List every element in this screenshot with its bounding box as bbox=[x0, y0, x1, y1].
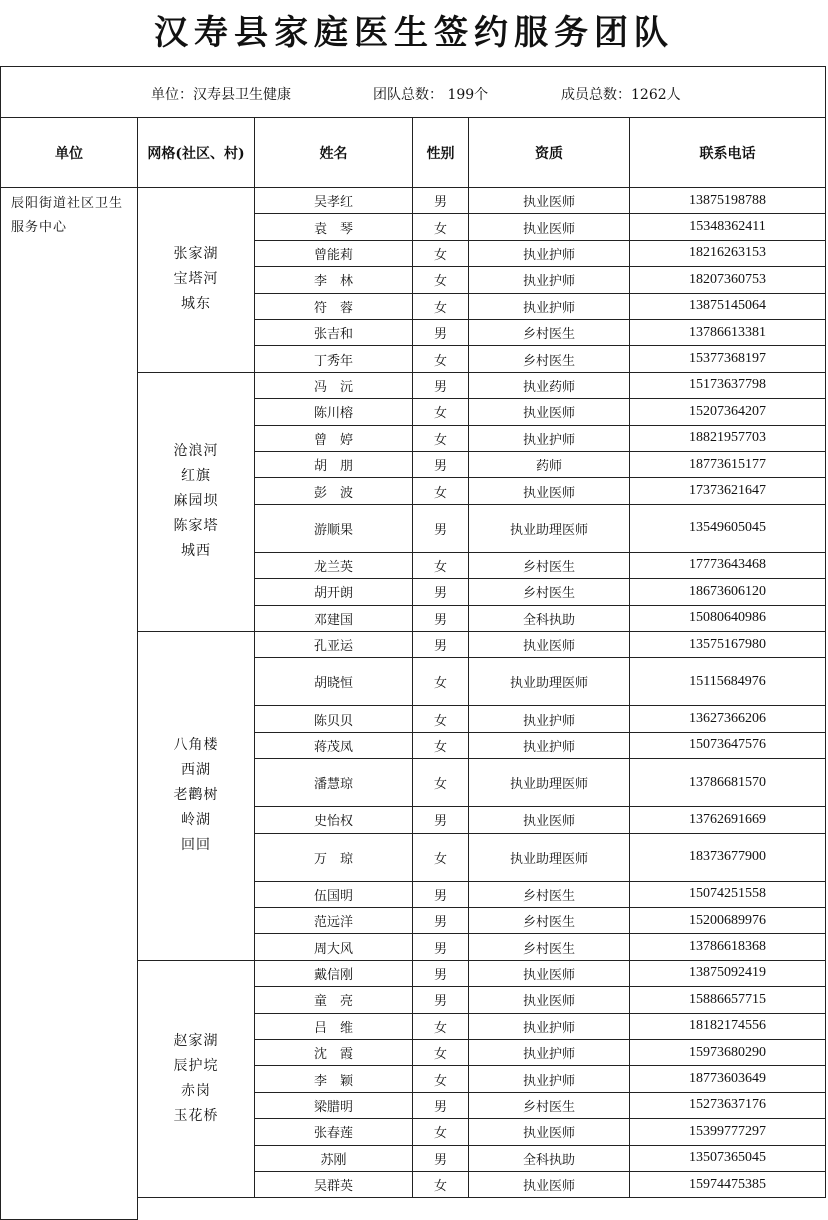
member-qualification: 执业护师 bbox=[469, 733, 630, 759]
member-name: 沈 霞 bbox=[255, 1040, 413, 1066]
info-team-count: 团队总数： 199个 bbox=[373, 87, 489, 103]
grid-area-name: 回回 bbox=[181, 837, 211, 854]
member-gender: 女 bbox=[413, 834, 469, 882]
member-qualification: 执业医师 bbox=[469, 399, 630, 425]
member-qualification: 执业护师 bbox=[469, 267, 630, 293]
member-name: 伍国明 bbox=[255, 882, 413, 908]
header-unit: 单位 bbox=[0, 118, 138, 188]
grid-area-name: 玉花桥 bbox=[173, 1108, 219, 1125]
member-gender: 女 bbox=[413, 733, 469, 759]
grid-area-name: 红旗 bbox=[181, 468, 211, 485]
member-qualification: 执业助理医师 bbox=[469, 505, 630, 553]
grid-area-cell bbox=[138, 961, 255, 1199]
page-title: 汉寿县家庭医生签约服务团队 bbox=[154, 13, 674, 53]
member-name: 吴孝红 bbox=[255, 188, 413, 214]
member-gender: 男 bbox=[413, 606, 469, 632]
member-qualification: 执业医师 bbox=[469, 632, 630, 658]
member-name: 符 蓉 bbox=[255, 294, 413, 320]
member-qualification: 执业助理医师 bbox=[469, 658, 630, 706]
member-gender: 男 bbox=[413, 188, 469, 214]
member-name: 孔亚运 bbox=[255, 632, 413, 658]
member-qualification: 执业护师 bbox=[469, 1014, 630, 1040]
table-grid bbox=[0, 66, 828, 1216]
member-name: 袁 琴 bbox=[255, 214, 413, 240]
member-name: 范远洋 bbox=[255, 908, 413, 934]
member-phone: 15973680290 bbox=[630, 1040, 826, 1066]
member-name: 蒋茂凤 bbox=[255, 733, 413, 759]
member-qualification: 执业医师 bbox=[469, 478, 630, 504]
member-name: 丁秀年 bbox=[255, 346, 413, 372]
member-phone: 15080640986 bbox=[630, 606, 826, 632]
member-phone: 15207364207 bbox=[630, 399, 826, 425]
member-gender: 男 bbox=[413, 452, 469, 478]
member-qualification: 乡村医生 bbox=[469, 320, 630, 346]
member-gender: 男 bbox=[413, 934, 469, 960]
member-phone: 15399777297 bbox=[630, 1119, 826, 1145]
grid-area-name: 岭湖 bbox=[181, 812, 211, 829]
member-name: 张春莲 bbox=[255, 1119, 413, 1145]
member-name: 胡晓恒 bbox=[255, 658, 413, 706]
member-phone: 13875092419 bbox=[630, 961, 826, 987]
member-phone: 18207360753 bbox=[630, 267, 826, 293]
member-qualification: 执业护师 bbox=[469, 706, 630, 732]
member-qualification: 执业护师 bbox=[469, 1066, 630, 1092]
header-gender: 性别 bbox=[413, 118, 469, 188]
member-phone: 15886657715 bbox=[630, 987, 826, 1013]
grid-area-cell bbox=[138, 632, 255, 961]
member-qualification: 乡村医生 bbox=[469, 934, 630, 960]
member-gender: 女 bbox=[413, 1014, 469, 1040]
member-gender: 女 bbox=[413, 1040, 469, 1066]
member-phone: 18673606120 bbox=[630, 579, 826, 605]
header-qualification: 资质 bbox=[469, 118, 630, 188]
info-member-count: 成员总数：1262人 bbox=[561, 87, 681, 103]
member-qualification: 乡村医生 bbox=[469, 882, 630, 908]
member-phone: 18182174556 bbox=[630, 1014, 826, 1040]
member-phone: 13762691669 bbox=[630, 807, 826, 833]
member-phone: 15074251558 bbox=[630, 882, 826, 908]
header-grid: 网格(社区、村) bbox=[138, 118, 255, 188]
member-name: 潘慧琼 bbox=[255, 759, 413, 807]
member-name: 陈川榕 bbox=[255, 399, 413, 425]
member-phone: 18373677900 bbox=[630, 834, 826, 882]
member-phone: 17373621647 bbox=[630, 478, 826, 504]
member-qualification: 执业助理医师 bbox=[469, 834, 630, 882]
member-name: 冯 沅 bbox=[255, 373, 413, 399]
member-name: 苏刚 bbox=[255, 1146, 413, 1172]
grid-area-name: 宝塔河 bbox=[173, 271, 219, 288]
grid-area-name: 赤岗 bbox=[181, 1083, 211, 1100]
member-qualification: 乡村医生 bbox=[469, 908, 630, 934]
member-qualification: 执业护师 bbox=[469, 241, 630, 267]
member-gender: 男 bbox=[413, 373, 469, 399]
member-name: 胡开朗 bbox=[255, 579, 413, 605]
member-phone: 18773603649 bbox=[630, 1066, 826, 1092]
member-gender: 男 bbox=[413, 807, 469, 833]
member-name: 李 颖 bbox=[255, 1066, 413, 1092]
member-phone: 15173637798 bbox=[630, 373, 826, 399]
member-phone: 17773643468 bbox=[630, 553, 826, 579]
member-name: 史怡权 bbox=[255, 807, 413, 833]
member-phone: 13875198788 bbox=[630, 188, 826, 214]
member-gender: 男 bbox=[413, 882, 469, 908]
member-phone: 15273637176 bbox=[630, 1093, 826, 1119]
member-name: 曾能莉 bbox=[255, 241, 413, 267]
member-gender: 女 bbox=[413, 241, 469, 267]
member-qualification: 执业医师 bbox=[469, 961, 630, 987]
member-qualification: 全科执助 bbox=[469, 1146, 630, 1172]
header-name: 姓名 bbox=[255, 118, 413, 188]
member-qualification: 执业护师 bbox=[469, 294, 630, 320]
member-phone: 18773615177 bbox=[630, 452, 826, 478]
member-gender: 女 bbox=[413, 759, 469, 807]
member-name: 曾 婷 bbox=[255, 426, 413, 452]
member-phone: 13575167980 bbox=[630, 632, 826, 658]
grid-area-name: 老鹳树 bbox=[173, 787, 219, 804]
member-name: 邓建国 bbox=[255, 606, 413, 632]
grid-area-name: 赵家湖 bbox=[173, 1033, 219, 1050]
member-gender: 女 bbox=[413, 706, 469, 732]
member-gender: 女 bbox=[413, 553, 469, 579]
member-phone: 13507365045 bbox=[630, 1146, 826, 1172]
member-qualification: 执业医师 bbox=[469, 188, 630, 214]
team-table bbox=[0, 66, 828, 1216]
member-gender: 女 bbox=[413, 399, 469, 425]
member-name: 陈贝贝 bbox=[255, 706, 413, 732]
member-qualification: 乡村医生 bbox=[469, 553, 630, 579]
member-gender: 男 bbox=[413, 320, 469, 346]
member-phone: 15974475385 bbox=[630, 1172, 826, 1198]
grid-area-name: 西湖 bbox=[181, 762, 211, 779]
member-gender: 男 bbox=[413, 1146, 469, 1172]
member-gender: 女 bbox=[413, 1119, 469, 1145]
member-qualification: 执业护师 bbox=[469, 1040, 630, 1066]
member-qualification: 乡村医生 bbox=[469, 346, 630, 372]
member-gender: 女 bbox=[413, 478, 469, 504]
grid-area-name: 麻园坝 bbox=[173, 493, 219, 510]
member-gender: 女 bbox=[413, 294, 469, 320]
member-phone: 13627366206 bbox=[630, 706, 826, 732]
member-phone: 13875145064 bbox=[630, 294, 826, 320]
member-gender: 女 bbox=[413, 426, 469, 452]
member-phone: 13786681570 bbox=[630, 759, 826, 807]
member-qualification: 执业药师 bbox=[469, 373, 630, 399]
member-phone: 18216263153 bbox=[630, 241, 826, 267]
member-name: 万 琼 bbox=[255, 834, 413, 882]
unit-name: 辰阳街道社区卫生服务中心 bbox=[0, 188, 138, 1220]
member-gender: 女 bbox=[413, 346, 469, 372]
member-gender: 女 bbox=[413, 267, 469, 293]
member-phone: 15073647576 bbox=[630, 733, 826, 759]
grid-area-cell bbox=[138, 188, 255, 373]
info-unit: 单位：汉寿县卫生健康 bbox=[151, 87, 291, 103]
member-gender: 男 bbox=[413, 505, 469, 553]
member-name: 张吉和 bbox=[255, 320, 413, 346]
member-qualification: 乡村医生 bbox=[469, 579, 630, 605]
grid-area-name: 八角楼 bbox=[173, 737, 219, 754]
member-gender: 女 bbox=[413, 1172, 469, 1198]
member-name: 龙兰英 bbox=[255, 553, 413, 579]
member-gender: 男 bbox=[413, 579, 469, 605]
member-qualification: 药师 bbox=[469, 452, 630, 478]
member-name: 李 林 bbox=[255, 267, 413, 293]
member-qualification: 执业医师 bbox=[469, 987, 630, 1013]
member-phone: 15377368197 bbox=[630, 346, 826, 372]
member-phone: 15200689976 bbox=[630, 908, 826, 934]
member-gender: 女 bbox=[413, 1066, 469, 1092]
member-qualification: 全科执助 bbox=[469, 606, 630, 632]
header-phone: 联系电话 bbox=[630, 118, 826, 188]
member-name: 胡 朋 bbox=[255, 452, 413, 478]
member-name: 周大风 bbox=[255, 934, 413, 960]
member-gender: 男 bbox=[413, 908, 469, 934]
member-gender: 男 bbox=[413, 632, 469, 658]
member-name: 吴群英 bbox=[255, 1172, 413, 1198]
member-qualification: 乡村医生 bbox=[469, 1093, 630, 1119]
member-name: 彭 波 bbox=[255, 478, 413, 504]
member-qualification: 执业医师 bbox=[469, 1119, 630, 1145]
member-name: 梁腊明 bbox=[255, 1093, 413, 1119]
member-qualification: 执业医师 bbox=[469, 1172, 630, 1198]
grid-area-cell bbox=[138, 373, 255, 632]
grid-area-name: 城西 bbox=[181, 543, 211, 560]
member-qualification: 执业医师 bbox=[469, 807, 630, 833]
member-phone: 18821957703 bbox=[630, 426, 826, 452]
member-phone: 13786613381 bbox=[630, 320, 826, 346]
member-phone: 13786618368 bbox=[630, 934, 826, 960]
member-name: 童 亮 bbox=[255, 987, 413, 1013]
member-qualification: 执业助理医师 bbox=[469, 759, 630, 807]
member-gender: 女 bbox=[413, 658, 469, 706]
member-name: 游顺果 bbox=[255, 505, 413, 553]
grid-area-name: 张家湖 bbox=[173, 246, 219, 263]
member-gender: 男 bbox=[413, 987, 469, 1013]
grid-area-name: 陈家塔 bbox=[173, 518, 219, 535]
member-qualification: 执业护师 bbox=[469, 426, 630, 452]
member-gender: 男 bbox=[413, 1093, 469, 1119]
grid-area-name: 辰护垸 bbox=[173, 1058, 219, 1075]
grid-area-name: 沧浪河 bbox=[173, 443, 219, 460]
member-phone: 15115684976 bbox=[630, 658, 826, 706]
member-gender: 女 bbox=[413, 214, 469, 240]
member-phone: 13549605045 bbox=[630, 505, 826, 553]
member-name: 戴信刚 bbox=[255, 961, 413, 987]
member-qualification: 执业医师 bbox=[469, 214, 630, 240]
member-phone: 15348362411 bbox=[630, 214, 826, 240]
member-gender: 男 bbox=[413, 961, 469, 987]
grid-area-name: 城东 bbox=[181, 296, 211, 313]
member-name: 吕 维 bbox=[255, 1014, 413, 1040]
